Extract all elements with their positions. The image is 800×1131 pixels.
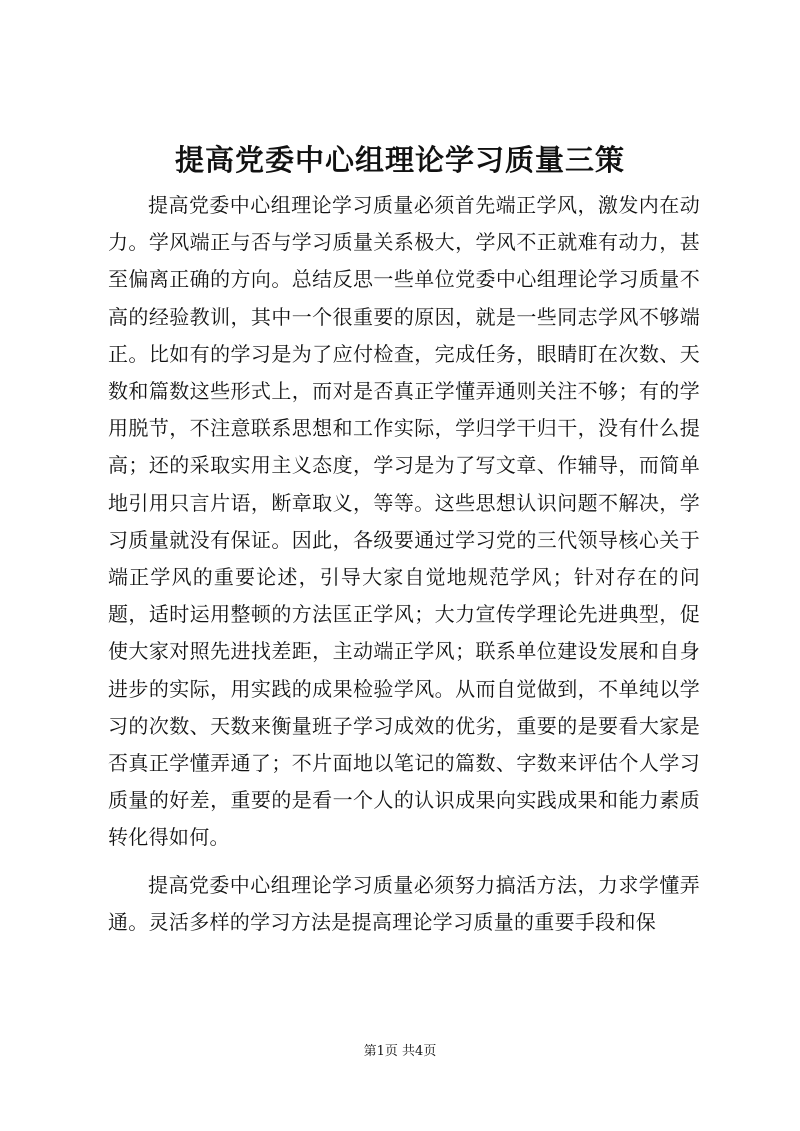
page-number-footer: 第1页 共4页: [363, 1044, 437, 1059]
paragraph-1: 提高党委中心组理论学习质量必须首先端正学风，激发内在动力。学风端正与否与学习质量关系极大，学风不正就难有动力，甚至偏离正确的方向。总结反思一些单位党委中心组理论学习质量不高的经验教训，其中一个很重要的原因，就是一些同志学风不够端正。比如有的学习是为了应付检查，完成任务，眼睛盯在次数、天数和篇数这些形式上，而对是否真正学懂弄通则关注不够；有的学用脱节，不注意联系思想和工作实际，学归学干归干，没有什么提高；还的采取实用主义态度，学习是为了写文章、作辅导，而简单地引用只言片语，断章取义，等等。这些思想认识问题不解决，学习质量就没有保证。因此，各级要通过学习党的三代领导核心关于端正学风的重要论述，引导大家自觉地规范学风；针对存在的问题，适时运用整顿的方法匡正学风；大力宣传学理论先进典型，促使大家对照先进找差距，主动端正学风；联系单位建设发展和自身进步的实际，用实践的成果检验学风。从而自觉做到，不单纯以学习的次数、天数来衡量班子学习成效的优劣，重要的是要看大家是否真正学懂弄通了；不片面地以笔记的篇数、字数来评估个人学习质量的好差，重要的是看一个人的认识成果向实践成果和能力素质转化得如何。: [108, 193, 700, 850]
document-title: 提高党委中心组理论学习质量三策: [174, 143, 625, 177]
document-body: [108, 187, 700, 951]
paragraph-2: 提高党委中心组理论学习质量必须努力搞活方法，力求学懂弄通。灵活多样的学习方法是提高理论学习质量的重要手段和保: [108, 872, 700, 934]
